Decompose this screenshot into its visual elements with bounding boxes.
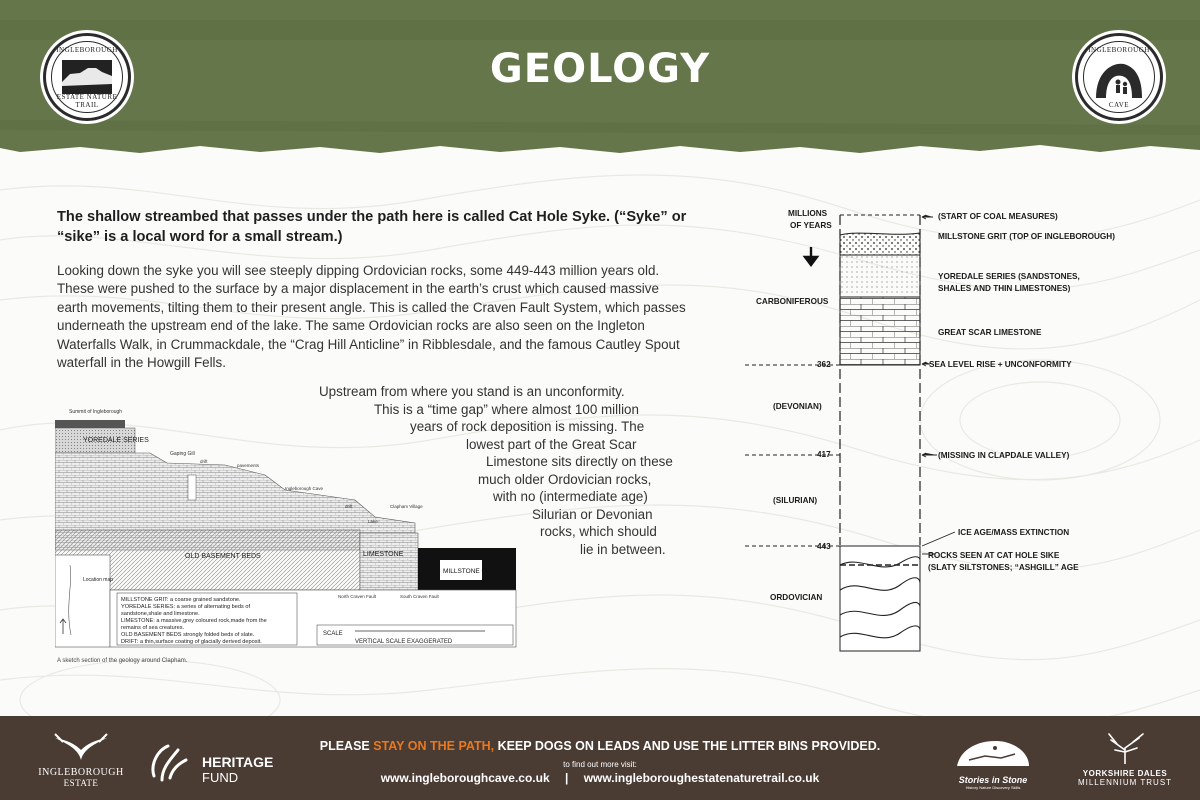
drift-label-2: drift <box>345 504 353 509</box>
ordovician-label: ORDOVICIAN <box>770 593 823 602</box>
ingleborough-cave-label: Ingleborough Cave <box>285 486 324 491</box>
silurian-label: (SILURIAN) <box>773 496 818 505</box>
yoredale-series-label: YOREDALE SERIES <box>83 437 149 444</box>
yoredale-label-1: YOREDALE SERIES (SANDSTONES, <box>938 272 1080 281</box>
stratigraphic-column <box>740 205 1180 665</box>
coal-measures-label: (START OF COAL MEASURES) <box>938 212 1058 221</box>
missing-label: (MISSING IN CLAPDALE VALLEY) <box>938 451 1070 460</box>
diagram-caption: A sketch section of the geology around Clapham. <box>57 658 188 664</box>
great-scar-label: GREAT SCAR LIMESTONE <box>938 328 1042 337</box>
yoredale-label-2: SHALES AND THIN LIMESTONES) <box>938 284 1071 293</box>
millstone-grit-label: MILLSTONE GRIT <box>443 568 498 575</box>
legend-line-6: OLD BASEMENT BEDS strongly folded beds of slate. <box>121 632 255 638</box>
legend-line-4: LIMESTONE: a massive,grey coloured rock,made from the <box>121 618 267 624</box>
yorkshire-dales-millennium-trust-logo: YORKSHIRE DALES MILLENNIUM TRUST <box>1070 732 1180 787</box>
age-362: 362 <box>817 360 831 369</box>
unconformity-paragraph: Upstream from where you stand is an unconformity. This is a “time gap” where almost 100 million years of rock deposition is missing. The lowest part of the Great Scar Limestone sits directly on these much older Ordovician rocks, with no (intermediate age) Silurian or Devonian rocks, which should lie in between. <box>319 384 673 557</box>
footer-warning: PLEASE STAY ON THE PATH, KEEP DOGS ON LEADS AND USE THE LITTER BINS PROVIDED. <box>319 739 881 753</box>
gaping-gill-label: Gaping Gill <box>170 451 195 457</box>
lead-paragraph: The shallow streambed that passes under the path here is called Cat Hole Syke. (“Syke” or “sike” is a local word for a small stream.) <box>57 209 687 245</box>
cat-hole-label-2: (SLATY SILTSTONES; “ASHGILL” AGE <box>928 563 1079 572</box>
summit-label: Summit of Ingleborough <box>69 409 123 415</box>
tree-icon <box>1095 732 1155 764</box>
limestone-pavement-icon <box>955 736 1031 770</box>
drift-label-1: drift <box>200 459 208 464</box>
millstone-grit-column-label: MILLSTONE GRIT (TOP OF INGLEBOROUGH) <box>938 232 1115 241</box>
south-craven-fault-label: South Craven Fault <box>400 594 439 599</box>
geology-section-diagram <box>55 405 520 655</box>
millions-label-2: OF YEARS <box>790 221 832 230</box>
age-443: 443 <box>817 542 831 551</box>
ingleborough-cave-logo: INGLEBOROUGH CAVE <box>1075 33 1163 121</box>
legend-line-5: remains of sea creatures. <box>121 625 185 631</box>
carboniferous-label: CARBONIFEROUS <box>756 297 829 306</box>
pavements-label: pavements <box>237 463 260 468</box>
legend-line-2: YOREDALE SERIES: a series of alternating beds of <box>121 604 251 610</box>
nature-trail-link[interactable]: www.ingleboroughestatenaturetrail.co.uk <box>583 771 820 785</box>
body-paragraph: Looking down the syke you will see steeply dipping Ordovician rocks, some 449-443 million years old. These were pushed to the surface by a major displacement in the earth’s crust which caused massive earth movements, tilting them to their present angle. This is called the Craven Fault System, which passes underneath the upstream end of the lake. The same Ordovician rocks are also seen on the Ingleton Waterfalls Walk, in Crummackdale, the “Crag Hill Anticline” in Ribblesdale, and the famous Cautley Spout waterfall in the Howgill Fells. <box>57 263 686 371</box>
visit-text: to find out more visit: <box>563 760 637 769</box>
down-arrow-icon <box>805 247 817 265</box>
limestone-label: LIMESTONE <box>363 551 404 558</box>
north-craven-fault-label: North Craven Fault <box>338 594 377 599</box>
page-title: GEOLOGY <box>489 46 711 92</box>
ingleborough-estate-logo: INGLEBOROUGH ESTATE <box>36 732 126 788</box>
clapham-village-label: Clapham Village <box>390 504 423 509</box>
legend-line-7: DRIFT: a thin,surface coating of glacially derived deposit. <box>121 639 262 645</box>
sea-level-label: SEA LEVEL RISE + UNCONFORMITY <box>929 360 1072 369</box>
vertical-scale-label: VERTICAL SCALE EXAGGERATED <box>355 639 453 645</box>
legend-line-1: MILLSTONE GRIT: a coarse grained sandstone. <box>121 597 241 603</box>
millions-label-1: MILLIONS <box>788 209 828 218</box>
cat-hole-label-1: ROCKS SEEN AT CAT HOLE SIKE <box>928 551 1060 560</box>
location-map-label: Location map <box>83 577 114 583</box>
ingleborough-cave-link[interactable]: www.ingleboroughcave.co.uk <box>380 771 550 785</box>
ingleborough-estate-nature-trail-logo: INGLEBOROUGH ESTATE NATURE TRAIL <box>43 33 131 121</box>
legend-line-3: sandstone,shale and limestone. <box>121 611 200 617</box>
cave-explorers-icon <box>1094 60 1144 98</box>
lake-label: Lake <box>368 519 378 524</box>
devonian-label: (DEVONIAN) <box>773 402 822 411</box>
scale-label: SCALE <box>323 631 343 637</box>
stories-in-stone-logo: Stories in Stone History Nature Discovery Skills <box>952 736 1034 790</box>
eagle-icon <box>51 732 111 762</box>
mountain-icon <box>62 60 112 94</box>
ice-age-label: ICE AGE/MASS EXTINCTION <box>958 528 1070 537</box>
crossed-fingers-icon <box>148 740 192 784</box>
footer-urls: www.ingleboroughcave.co.uk | www.ingleboroughestatenaturetrail.co.uk <box>380 771 820 785</box>
old-basement-beds-label: OLD BASEMENT BEDS <box>185 553 261 560</box>
stay-on-path-highlight: STAY ON THE PATH, <box>373 739 495 753</box>
